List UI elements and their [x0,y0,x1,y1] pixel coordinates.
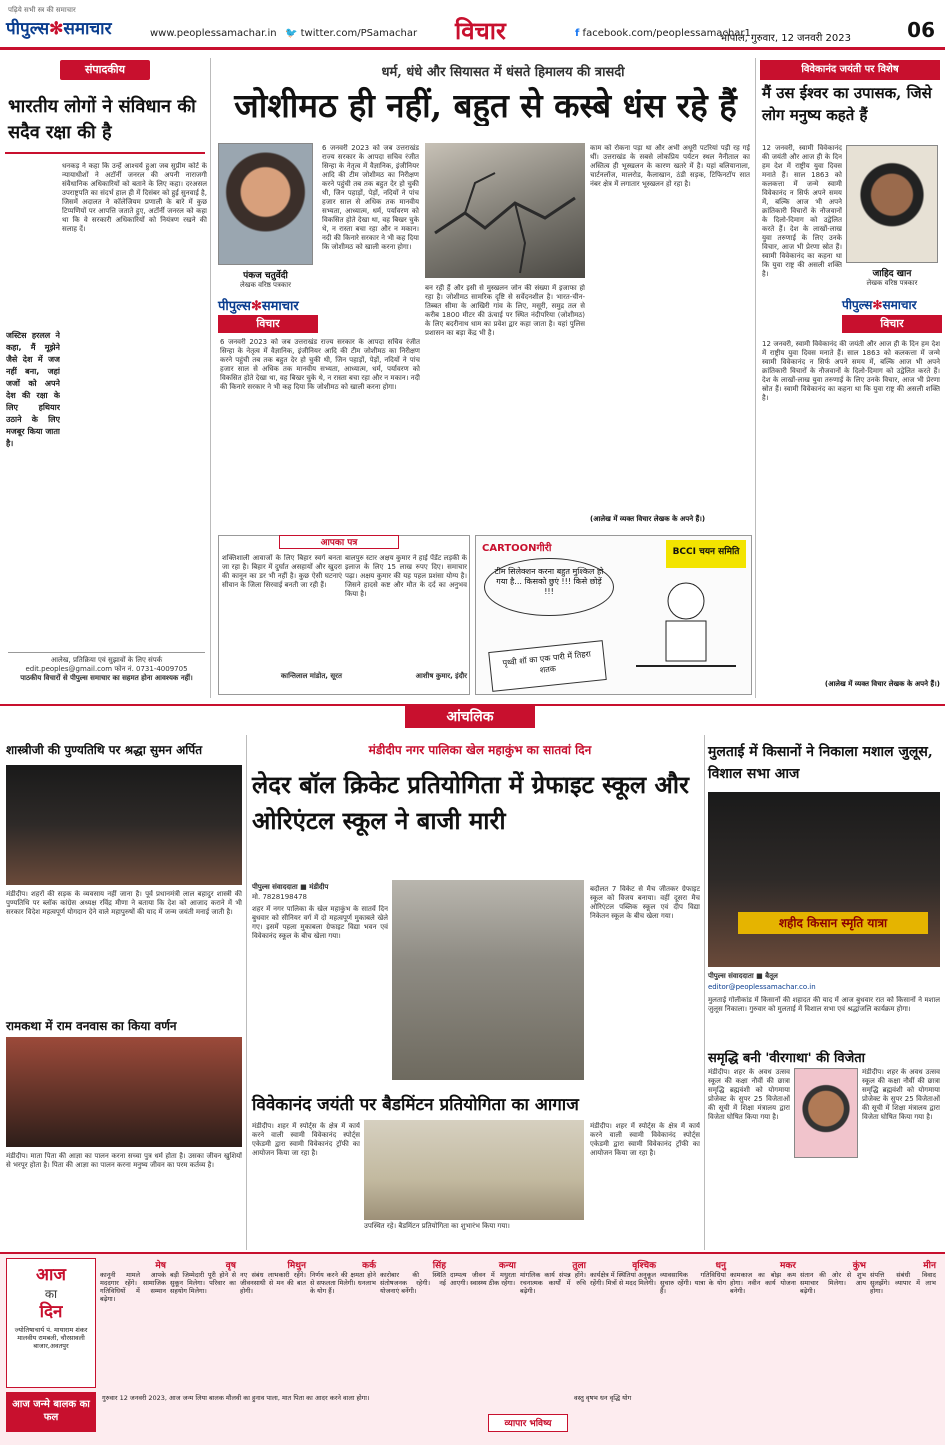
main-headline: जोशीमठ ही नहीं, बहुत से कस्बे धंस रहे हैं [234,86,737,125]
center-headline: लेदर बॉल क्रिकेट प्रतियोगिता में ग्रेफाइट स्कूल और ओरिएंटल स्कूल ने बाजी मारी [252,770,689,835]
ramkatha-photo [6,1037,242,1147]
right-headline: मुलताई में किसानों ने निकाला मशाल जुलूस, विशाल सभा आज [708,744,933,782]
column-rule [246,735,247,1250]
cartoon-label: CARTOONगीरी [482,543,552,554]
center-phone: मो. 7828198478 [252,893,307,901]
editorial-footer: आलेख, प्रतिक्रिया एवं सुझावों के लिए संपर्क edit.peoples@gmail.com फोन नं. 0731-4009705 पाठकीय विचारों से पीपुल्स समाचार का सहमत होना आवश्यक नहीं। [8,652,205,692]
business-label: व्यापार भविष्य [488,1414,568,1432]
author-photo [218,143,313,265]
main-col1: 6 जनवरी 2023 को जब उत्तराखंड राज्य सरकार के आपदा सचिव रंजीत सिन्हा के नेतृत्व में वैज्ञानिक, इंजीनियर आदि की टीम जोशीमठ का निरीक्षण करने पहुंची तब तक बहुत देर हो चुकी थी, जिन पहाड़ों, पेड़ों, नदियों ने पांच हजार साल से अधिक तक मानवीय सभ्यता, आध्यात्म, धर्म, पर्यावरण को विकसित होते देखा था, वह बिखर चुके थे, न रास्ता बचा रहा और न मकान। नदी की किनारे सरकार ने भी कह दिया कि जोशीमठ को खाली करना होगा। [220,338,420,391]
badminton-body-2: मंडीदीप। शहर में स्पोर्ट्स के क्षेत्र में कार्य करने वाली स्वामी विवेकानंद स्पोर्ट्स एकेडमी द्वारा स्वामी विवेकानंद ट्रॉफी का आयोजन किया जा रहा है। [590,1122,700,1157]
horoscope-label-box: आज का दिन ज्योतिषाचार्य पं. मायाराम शंकर मालवीय रामबली, चौरसावली बाजार,अवतपुर [6,1258,96,1388]
cartoon-sign: पृथ्वी शॉ का एक पारी में तिहरा शतक [488,640,607,692]
special-label: विवेकानंद जयंती पर विशेष [760,60,940,80]
brand-logo: पीपुल्स✻समाचार [218,299,299,314]
center-byline: पीपुल्स संवाददाता ■ मंडीदीप [252,883,329,891]
right-email[interactable]: editor@peoplessamachar.co.in [708,983,816,991]
sign-aries: मेष [155,1261,166,1271]
special-author-role: लेखक वरिष्ठ पत्रकार [866,279,918,287]
editorial-headline: भारतीय लोगों ने संविधान की सदैव रक्षा की है [8,96,196,143]
letter-1-sign: कान्तिलाल मांडोत, सूरत [280,672,342,680]
main-col1-top: 6 जनवरी 2023 को जब उत्तराखंड राज्य सरकार के आपदा सचिव रंजीत सिन्हा के नेतृत्व में वैज्ञानिक, इंजीनियर आदि की टीम जोशीमठ का निरीक्षण करने पहुंची तब तक बहुत देर हो चुकी थी, जिन पहाड़ों, पेड़ों, नदियों ने पांच हजार साल से अधिक तक मानवीय सभ्यता, आध्यात्म, धर्म, पर्यावरण को विकसित होते देखा था, वह बिखर चुके थे, न रास्ता बचा रहा और न मकान। नदी की किनारे सरकार ने भी कह दिया कि जोशीमठ को खाली करना होगा। [322,144,419,251]
special-body-top: 12 जनवरी, स्वामी विवेकानंद की जयंती और आज ही के दिन हम देश में राष्ट्रीय युवा दिवस मनाते हैं। साल 1863 को कलकत्ता में जन्मे स्वामी विवेकानंद न सिर्फ अपने समय में, बल्कि आज भी अपने क्रांतिकारी विचारों के नौजवानों के दिलो-दिमाग को उद्वेलित करते हैं। देश के लाखों-लाख युवा तरुणाई के लिए उनके विचार, आज भी प्रेरणा स्रोत हैं। स्वामी विवेकानंद का कहना था कि युवा राष्ट्र की असली शक्ति है। [762,144,842,278]
facebook-icon: f [575,28,580,39]
twitter-link[interactable]: 🐦 twitter.com/PSamachar [285,28,418,39]
tagline: पढ़िये सभी स्त्र की समाचार [8,6,76,14]
letter-2: बालपुरु स्टार अक्षय कुमार ने हाई पेंडेंट लड़की के इलाज के लिए 15 लाख रुपए दिए। समाचार पढ़ा। अक्षय कुमार की यह पहल प्रशंसा योग्य है। जिसने हादसे कष्ट और मौत के दर्द का अनुभव किया है। [345,554,467,598]
badminton-body: मंडीदीप। शहर में स्पोर्ट्स के क्षेत्र में कार्य करने वाली स्वामी विवेकानंद स्पोर्ट्स एकेडमी द्वारा स्वामी विवेकानंद ट्रॉफी का आयोजन किया जा रहा है। [252,1122,360,1157]
logo: पीपुल्स✻समाचार [6,19,112,39]
special-credit: (आलेख में व्यक्त विचार लेखक के अपने हैं।) [824,680,940,688]
regional-label: आंचलिक [405,706,535,728]
facebook-link[interactable]: f facebook.com/peoplessamachar1 [575,28,751,39]
winner-photo [794,1068,858,1158]
special-body: 12 जनवरी, स्वामी विवेकानंद की जयंती और आज ही के दिन हम देश में राष्ट्रीय युवा दिवस मनाते हैं। साल 1863 को कलकत्ता में जन्मे स्वामी विवेकानंद न सिर्फ अपने समय में, बल्कि आज भी अपने क्रांतिकारी विचारों के नौजवानों के दिलो-दिमाग को उद्वेलित करते हैं। देश के लाखों-लाख युवा तरुणाई के लिए उनके विचार, आज भी प्रेरणा स्रोत हैं। स्वामी विवेकानंद का कहना था कि युवा राष्ट्र की असली शक्ति है। [762,340,940,402]
brand-logo: पीपुल्स✻समाचार [842,298,917,312]
protest-photo [708,792,940,967]
column-rule [755,58,756,698]
cartoon-bubble: टीम सिलेक्शन करना बहुत मुश्किल हो गया है... किसको छुएं !!! किसे छोड़ें !!! [484,558,614,616]
cartoon-figure [616,566,751,691]
right-byline: पीपुल्स संवाददाता ■ बैतूल [708,972,778,980]
birth-label: आज जन्मे बालक का फल [6,1392,96,1432]
left-headline-2: रामकथा में राम वनवास का किया वर्णन [6,1019,177,1033]
birth-text: गुरुवार 12 जनवरी 2023, आज जन्म लिया बालक मौलवी का हुनाव पाला, मात पिता का आदर करने वाला होगा। [102,1394,370,1402]
special-author-name: जाहिद खान [872,269,912,279]
center-kicker: मंडीदीप नगर पालिका खेल महाकुंभ का सातवां दिन [368,743,592,757]
badminton-photo [364,1120,584,1220]
twitter-icon: 🐦 [285,28,298,39]
left-headline-1: शास्त्रीजी की पुण्यतिथि पर श्रद्धा सुमन अर्पित [6,743,203,757]
column-rule [210,58,211,698]
editorial-pullquote: जस्टिस हरलल ने कहा, मैं मूझेने जैसे देश में जज नहीं बना, जहां जजों को अपने देश की रक्षा के लिए हथियार उठाने के लिए मजबूर किया जाता है। [6,331,60,448]
main-kicker: धर्म, धंधे और सियासत में धंसते हिमालय की त्रासदी [381,65,625,80]
main-credit: (आलेख में व्यक्त विचार लेखक के अपने हैं।) [590,515,706,523]
sign-scorpio: वृश्चिक [632,1261,656,1271]
business-text: वस्तु वृषभ धन वृद्धि योग [574,1394,632,1402]
issue-date: भोपाल, गुरुवार, 12 जनवरी 2023 [720,33,851,44]
masthead [0,0,945,50]
sign-cancer: कर्क [362,1261,376,1271]
cartoon-board: BCCI चयन समिति [666,540,746,568]
cricket-photo [392,880,584,1080]
editorial-body: धनकड़ ने कहा कि उन्हें आश्चर्य हुआ जब सुप्रीम कोर्ट के न्यायाधीशों ने अटॉर्नी जनरल की अपनी नाराजगी संवैधानिक अधिकारियों को बताने के लिए कहा। दरअसल उपराष्ट्रपति का संदर्भ हाल ही में दिसंबर को हुई सुनवाई है, जिसमें अदालत ने कॉलेजियम प्रणाली के बारे में कुछ टिप्पणियों पर आपत्ति जताते हुए, अटॉर्नी जनरल को कहा था कि वे सरकारी अधिकारियों को नियंत्रण रखने की सलाह दें। [62,162,207,233]
sign-aquarius: कुंभ [852,1261,866,1271]
astrologer: ज्योतिषाचार्य पं. मायाराम शंकर मालवीय रामबली, चौरसावली बाजार,अवतपुर [14,1326,88,1350]
editorial-email[interactable]: edit.peoples@gmail.com [25,665,113,673]
author-role: लेखक वरिष्ठ पत्रकार [240,281,291,289]
column-rule [704,735,705,1250]
letters-label: आपका पत्र [279,535,399,549]
sign-pisces: मीन [923,1261,936,1271]
website-link[interactable]: www.peoplessamachar.in [150,28,277,39]
letter-1: शक्तिशाली आवाजों के लिए बिहार स्वर्ग बनता जा रहा है। बिहार में दुर्घात असहायों और खुदरा की कानून का डर भी नहीं है। कुछ ऐसी घटनाएं सीवान के जिला सिरवाई बनती जा रही हैं। [222,554,342,589]
center-body-b: बदौलत 7 विकेट से मैच जीतकर ग्रेफाइट स्कूल को विजय बनाया। वहीं दूसरा मैच ओरिएंटल पब्लिक स्कूल एवं दीप विद्या निकेतन स्कूल के बीच खेला गया। [590,885,700,920]
left-body-2: मंडीदीप। माता पिता की आज्ञा का पालन करना सच्चा पुत्र धर्म होता है। उसका जीवन खुशियों से भरपूर होता है। पिता की आज्ञा का पालन करना मनुष्य जीवन का परम कर्तव्य है। [6,1152,242,1169]
badminton-headline: विवेकानंद जयंती पर बैडमिंटन प्रतियोगिता का आगाज [252,1095,579,1115]
page-number: 06 [907,18,935,42]
brand-label: विचार [218,315,318,333]
main-col3: काम को रोकना पड़ा था और अभी अधूरी पटरियां पड़ी रह गई थीं। उत्तराखंड के सबसे लोकप्रिय पर्यटन स्थल नैनीताल का अस्तित्व ही भूस्खलन के कारण खतरे में है। यहां बलियानाला, चार्टनलॉज, मालरोड, कैलाखान, ठंडी सड़क, टिफिनटॉप सात नंबर क्षेत्र में लगातार भूस्खलन हो रहा है। [590,144,750,188]
editorial-label: संपादकीय [60,60,150,80]
author-name: पंकज चतुर्वेदी [243,271,288,281]
right-body: मुलताई गोलीकांड में किसानों की शहादत की याद में आज बुधवार रात को किसानों ने मशाल जुलूस निकाला। गुरुवार को मुलताई में विशाल सभा एवं श्रद्धांजलि कार्यक्रम होगा। [708,996,940,1013]
zodiac-grid: मेष कानूनी मामले आपके मददगार रहेंगे। सामाजिक गतिविधियों में सम्मान बढ़ेगा। वृष बड़ी जिम्मेदारी पूरी होने से सुकून मिलेगा। परिवार का सहयोग मिलेगा। मिथुन नए संबंध लाभकारी रहेंगे। जीवनसाथी से मन की बात होगी। कर्क निर्णय करने की क्षमता होने से सफलता मिलेगी। धनलाभ के योग हैं। सिंह कारोबार की स्थिति संतोषजनक रहेगी। नई योजनाएं बनेंगी। कन्या दाम्पत्य जीवन में मधुरता आएगी। स्वास्थ्य ठीक रहेगा। तुला मांगलिक कार्य संपन्न होंगे। रचनात्मक कार्यों में रुचि बढ़ेगी। वृश्चिक कार्यक्षेत्र में स्थितियां अनुकूल रहेंगी। मित्रों से मदद मिलेगी। धनु व्यावसायिक गतिविधियां सुचारु रहेंगी। यात्रा के योग हैं। मकर कामकाज का बोझ कम होगा। नवीन कार्य योजना बनेगी। कुंभ संतान की ओर से शुभ समाचार मिलेगा। आय बढ़ेगी। मीन संपत्ति संबंधी विवाद सुलझेंगे। व्यापार में लाभ होगा। [100,1258,940,1388]
sign-leo: सिंह [432,1261,446,1271]
divider [5,152,205,154]
badminton-caption: उपस्थित रहे। बैडमिंटन प्रतियोगिता का शुभारंभ किया गया। [364,1222,510,1230]
right-body-2: मंडीदीप। शहर के अवध उत्सव स्कूल की कक्षा नौवीं की छात्रा समृद्धि ब्रह्मवंशी को योगमाया प्रोजेक्ट के सुपर 25 विजेताओं की सूची में शिक्षा मंत्रालय द्वारा विजेता घोषित किया गया है। [708,1068,790,1121]
sign-virgo: कन्या [498,1261,516,1271]
letter-2-sign: आशीष कुमार, इंदौर [415,672,467,680]
cartoon-box [475,535,752,695]
sign-taurus: वृष [225,1261,236,1271]
sign-sagittarius: धनु [715,1261,726,1271]
sign-libra: तुला [572,1261,586,1271]
special-brand-label: विचार [842,315,942,333]
special-headline: मैं उस ईश्वर का उपासक, जिसे लोग मनुष्य कहते हैं [762,84,932,124]
sign-gemini: मिथुन [287,1261,306,1271]
main-col2: बन रही हैं और इसी से मुस्खलन जोन की संख्या में इजाफा हो रहा है। जोशीमठ सामरिक दृष्टि से सर्वेदनशील है। भारत-चीन-तिब्बत सीमा के आखिरी गांव के लिए, मसूरी, समुद्र तल से करीब 1800 मीटर की ऊंचाई पर स्थित नंदीपरिया (जोशीमठ) के लिए बदरीनाथ धाम का प्रवेश द्वार कहा जाता है। यहां पुलिस प्रशासन का बड़ा केंद्र भी है। [425,284,585,337]
special-author-photo [846,145,938,263]
right-headline-2: समृद्धि बनी 'वीरगाथा' की विजेता [708,1051,866,1066]
tribute-photo [6,765,242,885]
right-body-3: मंडीदीप। शहर के अवध उत्सव स्कूल की कक्षा नौवीं की छात्रा समृद्धि ब्रह्मवंशी को योगमाया प्रोजेक्ट के सुपर 25 विजेताओं की सूची में शिक्षा मंत्रालय द्वारा विजेता घोषित किया गया है। [862,1068,940,1121]
left-body-1: मंडीदीप। शहरों की सड़क के व्यवसाय नहीं जाना है। पूर्व प्रधानमंत्री लाल बहादुर शास्त्री की पुण्यतिथि पर ब्लॉक कांग्रेस अध्यक्ष रविंद्र मीणा ने बताया कि देश को आजाद कराने में भी सरकार विदेश महत्वपूर्ण योगदान देने वाले महापुरुषों की याद में जन्म जयंती मनाई जाती है। [6,890,242,916]
sign-capricorn: मकर [780,1261,796,1271]
section-title: विचार [455,16,506,45]
center-body-a: शहर में नगर पालिका के खेल महाकुंभ के सातवें दिन बुधवार को सीनियर वर्ग में दो महत्वपूर्ण मुकाबले खेले गए। इसमें पहला मुकाबला ग्रेफाइट विद्या भवन एवं विवेकानंद स्कूल के बीच खेला गया। [252,905,388,940]
protest-banner: शहीद किसान स्मृति यात्रा [738,912,928,934]
